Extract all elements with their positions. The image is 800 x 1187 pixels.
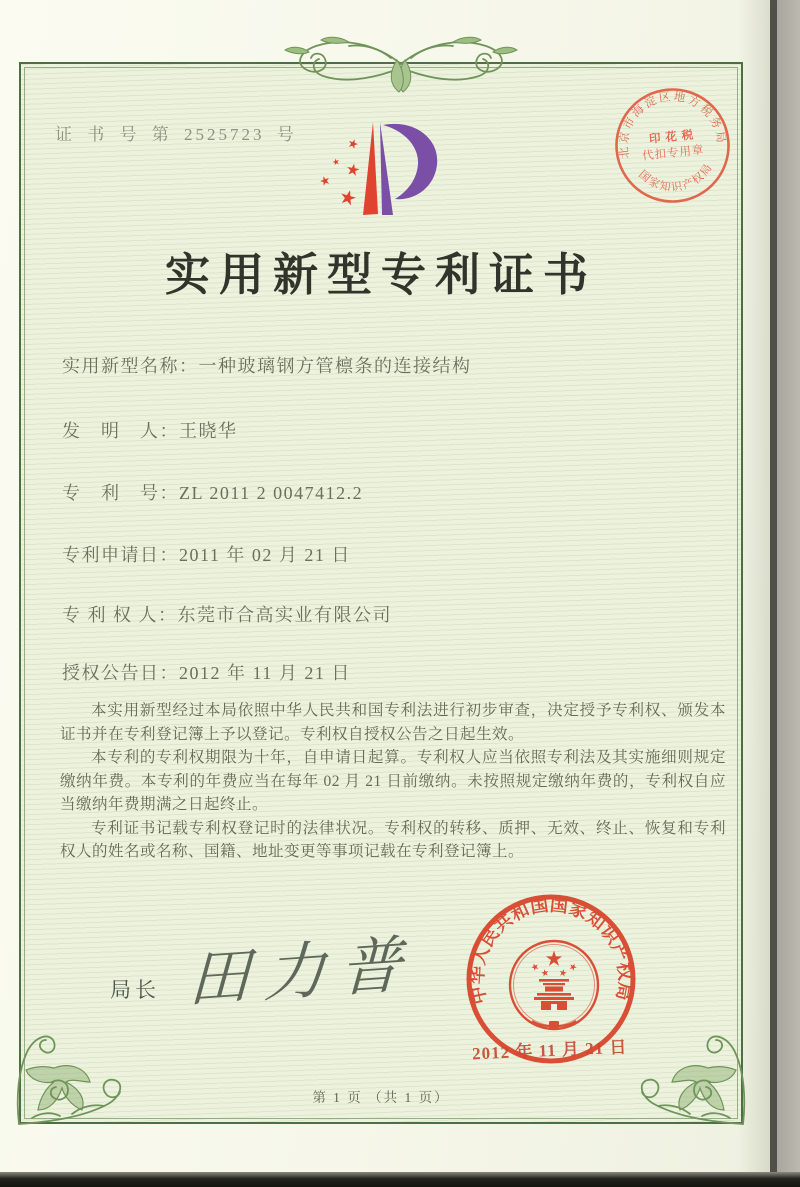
field-value: 2011 年 02 月 21 日 <box>179 545 351 565</box>
certificate-number: 证 书 号 第 2525723 号 <box>55 125 297 144</box>
field-label: 发 明 人： <box>62 421 179 441</box>
director-signature: 田力普 <box>186 930 417 1016</box>
field-row-filing-date <box>62 541 351 567</box>
page-footer: 第 1 页 （共 1 页） <box>312 1090 450 1105</box>
national-emblem-icon <box>510 941 598 1029</box>
field-row-invention-name <box>62 352 472 378</box>
tax-stamp-arc-top: 北京市海淀区地方税务局 <box>618 90 727 160</box>
body-paragraph-3: 专利证书记载专利权登记时的法律状况。专利权的转移、质押、无效、终止、恢复和专利权人的姓名或名称、国籍、地址变更等事项记载在专利登记簿上。 <box>60 819 726 860</box>
field-value: 东莞市合高实业有限公司 <box>177 605 392 625</box>
certificate-body <box>60 699 726 864</box>
tax-stamp-line2: 代扣专用章 <box>641 144 706 163</box>
tax-stamp-icon <box>612 85 733 206</box>
tax-stamp-line1: 印 花 税 <box>648 129 695 146</box>
scan-edge-right-dark <box>770 0 777 1187</box>
field-label: 专利申请日： <box>62 545 179 565</box>
body-paragraph-2: 本专利的专利权期限为十年，自申请日起算。专利权人应当依照专利法及其实施细则规定缴纳年费。本专利的年费应当在每年 02 月 21 日前缴纳。未按照规定缴纳年费的，专利权自应当缴纳年费期满之日起终止。 <box>60 749 726 813</box>
director-title: 局长 <box>110 978 160 1002</box>
tax-stamp-arc-bottom: 国家知识产权局 <box>636 161 716 194</box>
body-paragraph-1: 本实用新型经过本局依照中华人民共和国专利法进行初步审查，决定授予专利权、颁发本证书并在专利登记簿上予以登记。专利权自授权公告之日起生效。 <box>60 702 726 743</box>
certificate-title: 实用新型专利证书 <box>164 250 597 300</box>
seal-date: 2012 年 11 月 21 日 <box>471 1037 628 1064</box>
field-value: 王晓华 <box>179 421 238 441</box>
field-row-inventor <box>62 417 238 443</box>
field-row-patent-number <box>62 479 363 505</box>
field-value: 一种玻璃钢方管檩条的连接结构 <box>198 356 472 376</box>
field-label: 授权公告日： <box>62 663 179 683</box>
field-label: 专 利 权 人： <box>62 605 178 625</box>
field-value: 2012 年 11 月 21 日 <box>179 663 351 683</box>
seal-arc-text: 中华人民共和国国家知识产权局 <box>466 894 636 1007</box>
field-value: ZL 2011 2 0047412.2 <box>179 483 364 503</box>
field-row-grant-date <box>62 659 351 685</box>
field-row-patentee <box>62 601 392 627</box>
cnipa-logo-icon <box>315 117 445 219</box>
field-label: 专 利 号： <box>62 483 179 503</box>
field-label: 实用新型名称： <box>62 356 199 376</box>
scan-edge-bottom <box>0 1172 800 1187</box>
scan-edge-right-light <box>777 0 800 1187</box>
